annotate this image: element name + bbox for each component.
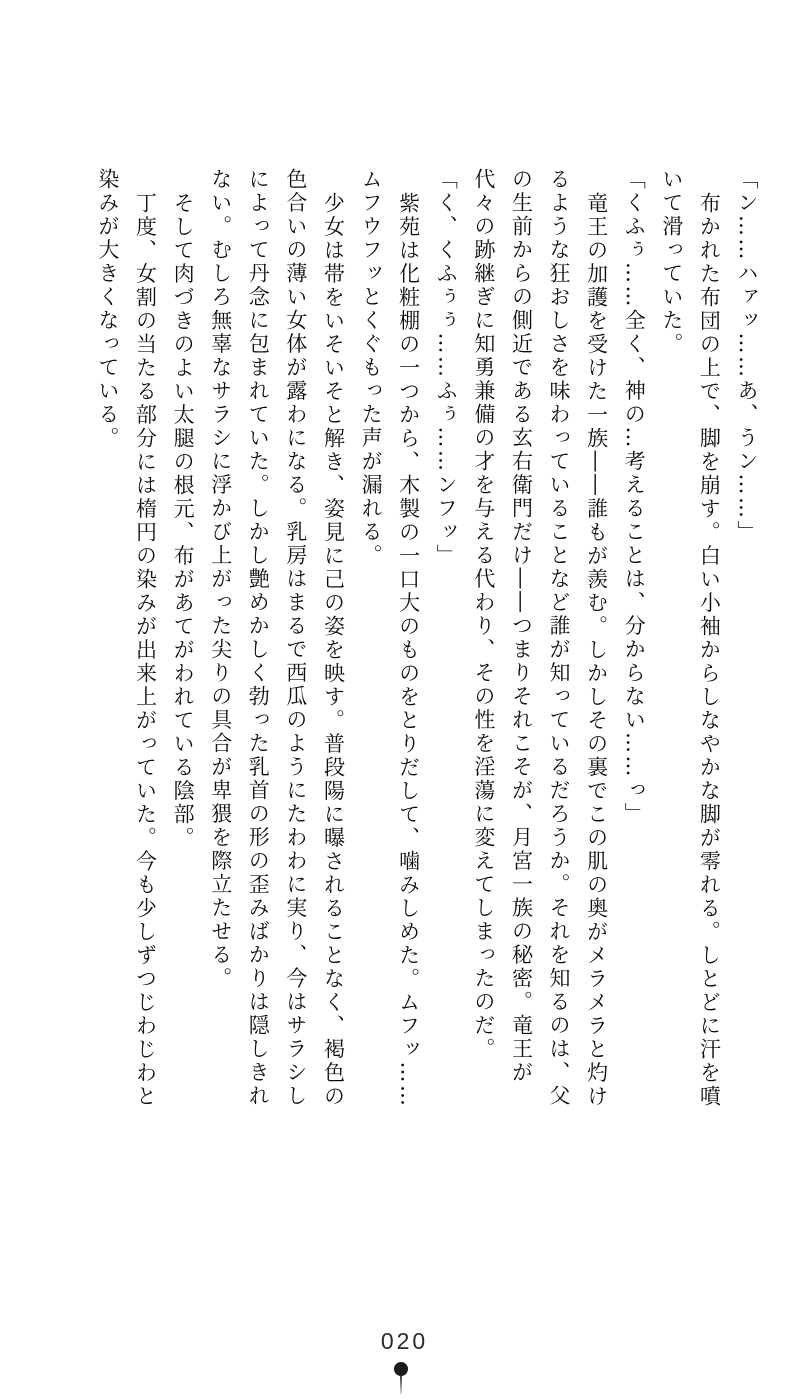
dot-stem [400,1376,402,1394]
text-line: 「ン……ハァッ……あ、うン……」 [735,168,759,544]
text-line: 竜王の加護を受けた一族――誰もが羨む。しかしその裏でこの肌の奥がメラメラと灼け [584,191,609,1108]
text-line: 色合いの薄い女体が露わになる。乳房はまるで西瓜のようにたわわに実り、今はサラシし [283,168,308,1108]
text-line: ムフウフッとくぐもった声が漏れる。 [359,168,384,568]
text-line: 代々の跡継ぎに知勇兼備の才を与える代わり、その性を淫蕩に変えてしまったのだ。 [471,168,496,1061]
text-line: 丁度、女割の当たる部分には楕円の染みが出来上がっていた。今も少しずつじわじわと [133,191,158,1108]
page-number: 020 [380,1328,429,1354]
text-line: 「くふぅ……全く、神の…考えることは、分からない……っ」 [622,168,647,826]
text-line: ない。むしろ無辜なサラシに浮かび上がった尖りの具合が卑猥を際立たせる。 [208,168,233,991]
text-line: 少女は帯をいそいそと解き、姿見に己の姿を映す。普段陽に曝されることなく、褐色の [321,191,346,1108]
text-line: そして肉づきのよい太腿の根元、布があてがわれている陰部。 [171,191,196,850]
text-line: 染みが大きくなっている。 [95,168,120,450]
text-line: 布かれた布団の上で、脚を崩す。白い小袖からしなやかな脚が零れる。しとどに汗を噴 [697,191,722,1108]
page-footer [0,1330,809,1354]
vertical-text-block [88,168,765,1123]
text-line: 「く、くふぅぅ……ふぅ……ンフッ」 [434,168,459,568]
footer-dot-ornament [394,1362,408,1396]
text-line: 紫苑は化粧棚の一つから、木製の一口大のものをとりだして、噛みしめた。ムフッ…… [396,191,421,1108]
dot-icon [394,1362,408,1376]
text-line: によって丹念に包まれていた。しかし艶めかしく勃った乳首の形の歪みばかりは隠しきれ [246,168,271,1108]
text-line: の生前からの側近である玄右衛門だけ――つまりそれこそが、月宮一族の秘密。竜王が [509,168,534,1085]
text-line: いて滑っていた。 [659,168,684,356]
text-line: るような狂おしさを味わっていることなど誰が知っているだろうか。それを知るのは、父 [547,168,572,1108]
